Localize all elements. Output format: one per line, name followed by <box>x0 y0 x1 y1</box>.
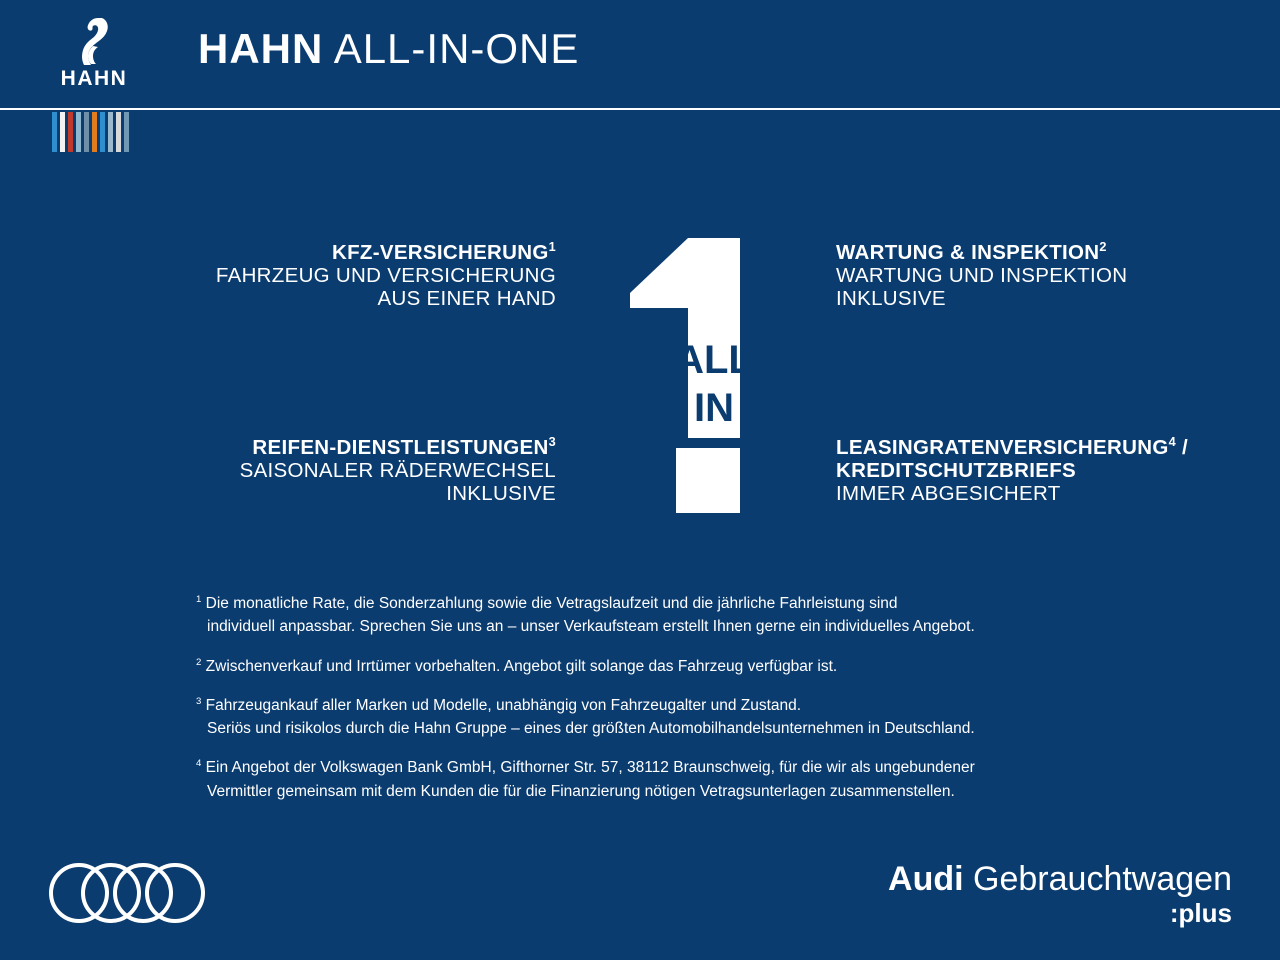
feature-line-1: IMMER ABGESICHERT <box>836 481 1061 505</box>
feature-line-1: SAISONALER RÄDERWECHSEL <box>239 458 556 482</box>
footnote-1 <box>196 592 1136 639</box>
header-divider <box>0 108 1280 110</box>
feature-leasingratenversicherung <box>836 434 1256 506</box>
feature-headline: KFZ-VERSICHERUNG$^1$ <box>331 239 556 264</box>
color-bar-1 <box>52 112 57 152</box>
feature-headline: WARTUNG & INSPEKTION$^2$ <box>836 239 1107 264</box>
feature-line-2: AUS EINER HAND <box>377 286 556 310</box>
footnote-4 <box>196 756 1136 803</box>
feature-line-2: INKLUSIVE <box>836 286 946 310</box>
page-title-strong: HAHN <box>198 25 324 72</box>
color-bar-10 <box>124 112 129 152</box>
footnote-marker: 2 <box>1099 239 1107 255</box>
feature-headline: REIFEN-DIENSTLEISTUNGEN$^3$ <box>252 434 556 459</box>
hahn-logo <box>48 16 140 94</box>
feature-line-2: INKLUSIVE <box>446 481 556 505</box>
hahn-wordmark: HAHN <box>60 67 128 90</box>
feature-line-1: FAHRZEUG UND VERSICHERUNG <box>215 263 556 287</box>
audi-gebrauchtwagen-plus <box>888 862 1232 927</box>
features-section <box>0 200 1280 540</box>
footnote-marker: 3 <box>196 695 202 707</box>
color-bar-4 <box>76 112 81 152</box>
color-bar-8 <box>108 112 113 152</box>
footnote-marker: 1 <box>196 593 202 605</box>
feature-kfz-versicherung <box>136 239 556 311</box>
footnote-2 <box>196 655 1136 678</box>
feature-wartung-inspektion <box>836 239 1256 311</box>
color-bar-2 <box>60 112 65 152</box>
footnote-text-cont: Seriös und risikolos durch die Hahn Gruppe – eines der größten Automobilhandelsunternehmen in Deutschland. <box>207 720 975 737</box>
audi-plus-label: :plus <box>1169 897 1232 928</box>
footnote-marker: 2 <box>196 656 202 668</box>
footnote-marker: 4 <box>196 758 202 770</box>
hahn-horse-icon <box>68 16 120 66</box>
footnote-text-cont: individuell anpassbar. Sprechen Sie uns an – unser Verkaufsteam erstellt Ihnen gerne ein individuelles Angebot. <box>207 618 975 636</box>
page-title <box>198 25 580 72</box>
color-bar-9 <box>116 112 121 152</box>
color-bar-6 <box>92 112 97 152</box>
footnote-text: $^3$ Fahrzeugankauf aller Marken ud Modelle, unabhängig von Fahrzeugalter und Zustand. <box>196 695 802 714</box>
footnote-text: $^4$ Ein Angebot der Volkswagen Bank GmbH, Gifthorner Str. 57, 38112 Braunschweig, für die wir als ungebundener <box>196 758 975 777</box>
audi-wordmark <box>888 862 1232 898</box>
graphic-line-1: ALL <box>675 338 753 382</box>
color-bar-3 <box>68 112 73 152</box>
footnote-marker: 3 <box>548 434 556 450</box>
audi-brand: Audi <box>888 860 964 898</box>
color-bar-7 <box>100 112 105 152</box>
all-in-one-graphic <box>630 238 760 513</box>
color-bar-5 <box>84 112 89 152</box>
feature-line-1: WARTUNG UND INSPEKTION <box>836 263 1128 287</box>
audi-sub: Gebrauchtwagen <box>973 860 1232 898</box>
footnote-marker: 1 <box>548 239 556 255</box>
number-one-icon <box>630 238 760 513</box>
footnotes <box>196 592 1136 819</box>
graphic-line-2: IN <box>694 386 734 430</box>
footnote-3 <box>196 694 1136 741</box>
feature-headline: LEASINGRATENVERSICHERUNG$^4$ / KREDITSCHUTZBRIEFS <box>836 434 1188 482</box>
footnote-text: $^1$ Die monatliche Rate, die Sonderzahlung sowie die Vetragslaufzeit und die jährliche Fahrleistung sind <box>196 593 898 612</box>
footer <box>0 840 1280 960</box>
color-accent-bars <box>52 112 132 152</box>
footnote-marker: 4 <box>1168 434 1176 450</box>
footnote-text-cont: Vermittler gemeinsam mit dem Kunden die für die Finanzierung nötigen Vetragsunterlagen zusammenstellen. <box>207 782 955 800</box>
footnote-text: $^2$ Zwischenverkauf und Irrtümer vorbehalten. Angebot gilt solange das Fahrzeug verfügbar ist. <box>196 656 838 675</box>
audi-rings-logo <box>48 862 208 924</box>
header <box>0 0 1280 108</box>
page-title-rest: ALL-IN-ONE <box>333 25 580 72</box>
feature-reifen-dienstleistungen <box>136 434 556 506</box>
